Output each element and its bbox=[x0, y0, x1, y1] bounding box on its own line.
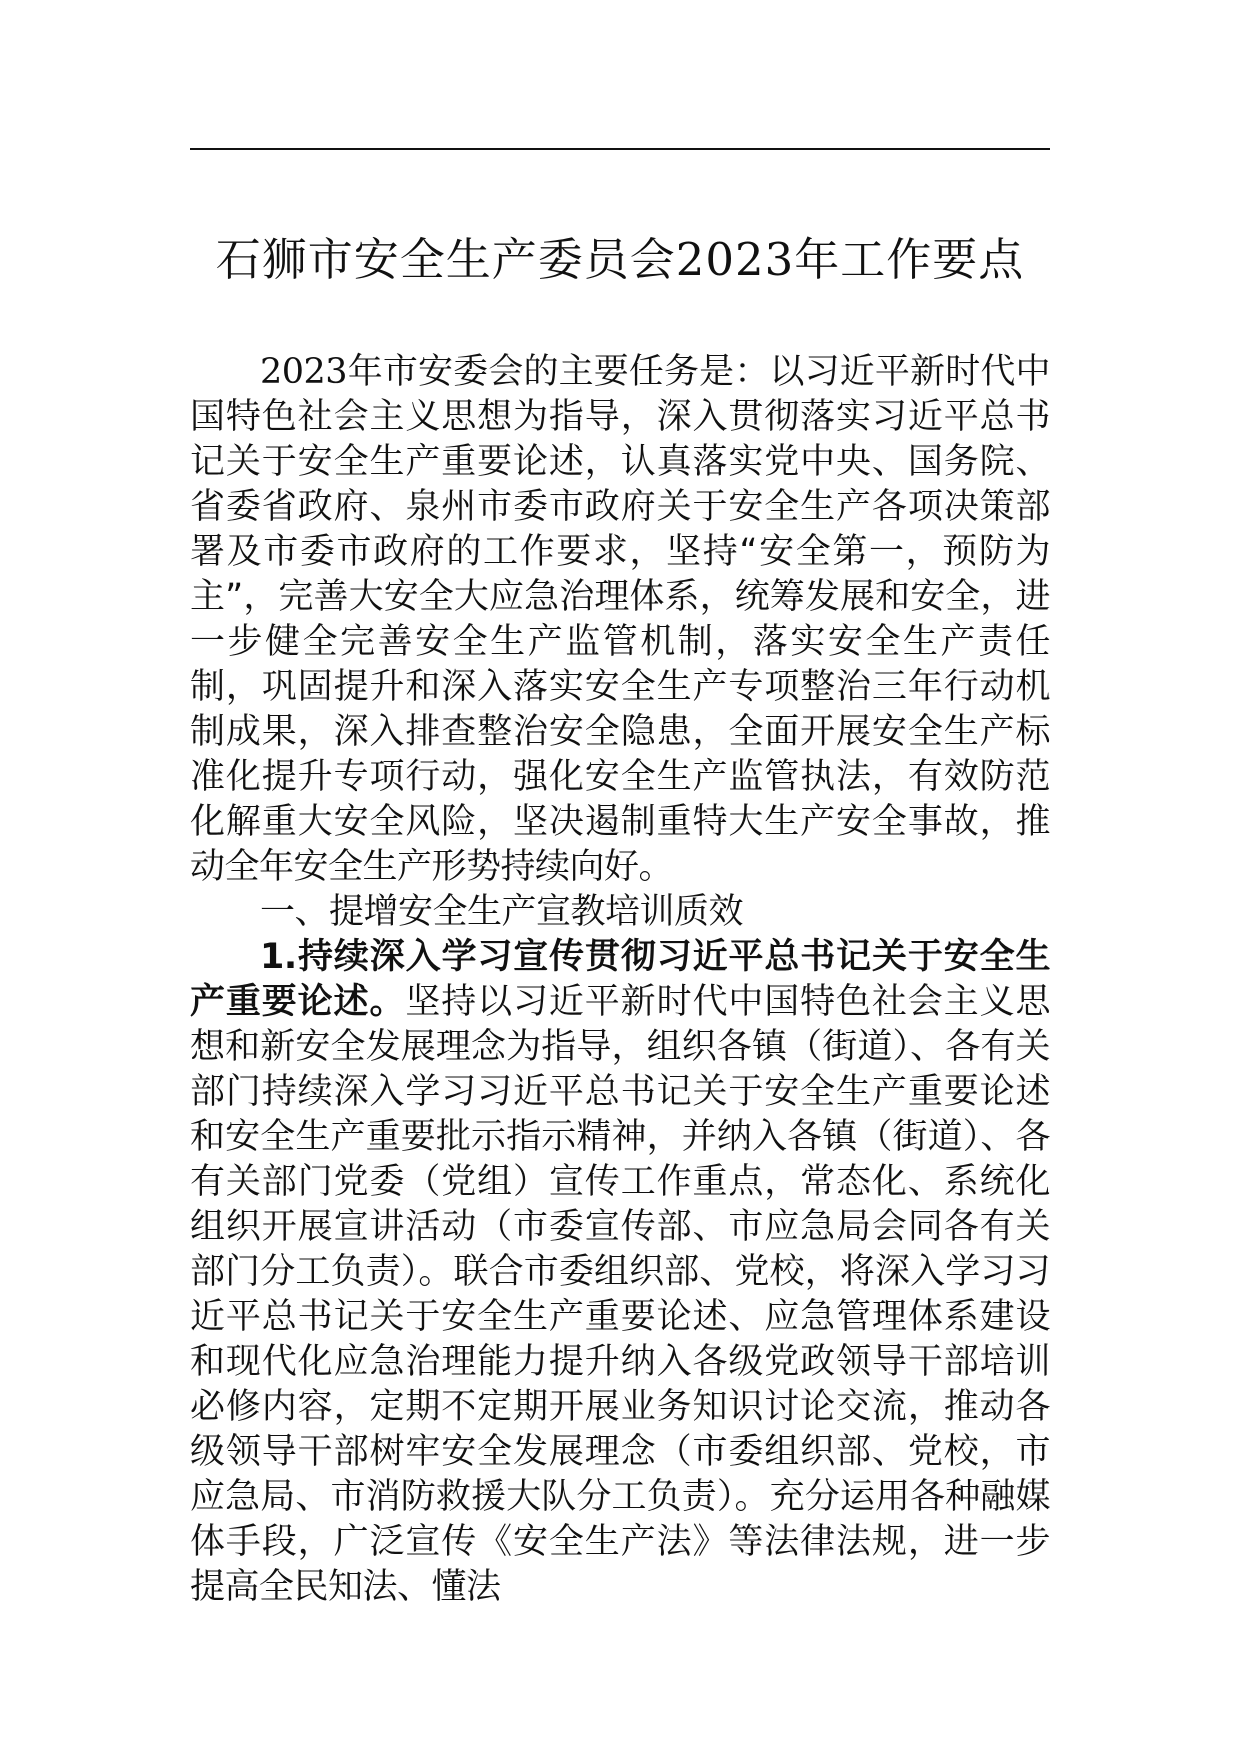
intro-paragraph bbox=[190, 350, 1050, 890]
document-title: 石狮市安全生产委员会2023年工作要点 bbox=[215, 233, 1025, 286]
section-heading: 一、提增安全生产宣教培训质效 bbox=[260, 892, 744, 932]
header-rule bbox=[190, 148, 1050, 150]
document-body bbox=[190, 350, 1050, 1610]
item-paragraph bbox=[190, 935, 1050, 1610]
item-heading: 1.持续深入学习宣传贯彻习近平总书记关于安全生产重要论述。 bbox=[190, 937, 1050, 1022]
item-text: 坚持以习近平新时代中国特色社会主义思想和新安全发展理念为指导，组织各镇（街道）、各有关部门持续深入学习习近平总书记关于安全生产重要论述和安全生产重要批示指示精神，并纳入各镇（街道）、各有关部门党委（党组）宣传工作重点，常态化、系统化组织开展宣讲活动（市委宣传部、市应急局会同各有关部门分工负责）。联合市委组织部、党校，将深入学习习近平总书记关于安全生产重要论述、应急管理体系建设和现代化应急治理能力提升纳入各级党政领导干部培训必修内容，定期不定期开展业务知识讨论交流，推动各级领导干部树牢安全发展理念（市委组织部、党校，市应急局、市消防救援大队分工负责）。充分运用各种融媒体手段，广泛宣传《安全生产法》等法律法规，进一步提高全民知法、懂法 bbox=[190, 982, 1050, 1607]
intro-text: 年市安委会的主要任务是：以习近平新时代中国特色社会主义思想为指导，深入贯彻落实习近平总书记关于安全生产重要论述，认真落实党中央、国务院、省委省政府、泉州市委市政府关于安全生产各项决策部署及市委市政府的工作要求，坚持“安全第一，预防为主”，完善大安全大应急治理体系，统筹发展和安全，进一步健全完善安全生产监管机制，落实安全生产责任制，巩固提升和深入落实安全生产专项整治三年行动机制成果，深入排查整治安全隐患，全面开展安全生产标准化提升专项行动，强化安全生产监管执法，有效防范化解重大安全风险，坚决遏制重特大生产安全事故，推动全年安全生产形势持续向好。 bbox=[190, 352, 1050, 887]
intro-year: 2023 bbox=[260, 352, 348, 392]
